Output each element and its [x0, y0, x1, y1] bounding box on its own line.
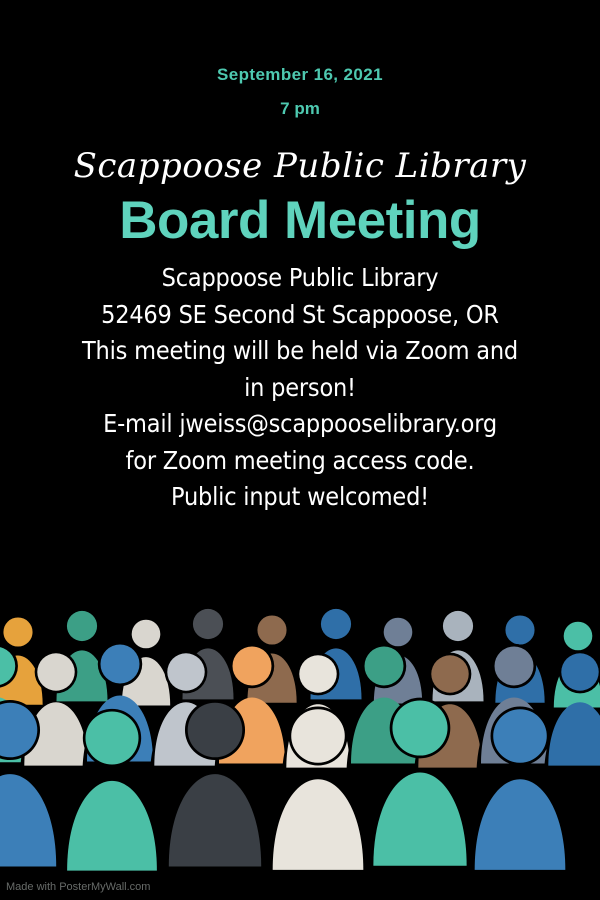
body-line: in person! [244, 372, 356, 402]
poster-credit: Made with PosterMyWall.com [6, 881, 151, 893]
body-line: Public input welcomed! [171, 482, 429, 512]
event-date: September 16, 2021 [217, 65, 383, 84]
body-line: E-mail jweiss@scappooselibrary.org [103, 409, 497, 439]
organization-script-title: Scappoose Public Library [73, 146, 527, 186]
crowd-illustration [0, 580, 600, 900]
event-time: 7 pm [280, 99, 320, 118]
body-line: 52469 SE Second St Scappoose, OR [101, 299, 499, 329]
body-line: for Zoom meeting access code. [125, 445, 475, 475]
poster-headline: Board Meeting [119, 190, 481, 250]
body-line: Scappoose Public Library [161, 263, 439, 293]
body-line: This meeting will be held via Zoom and [82, 336, 518, 366]
poster-body [0, 260, 600, 516]
